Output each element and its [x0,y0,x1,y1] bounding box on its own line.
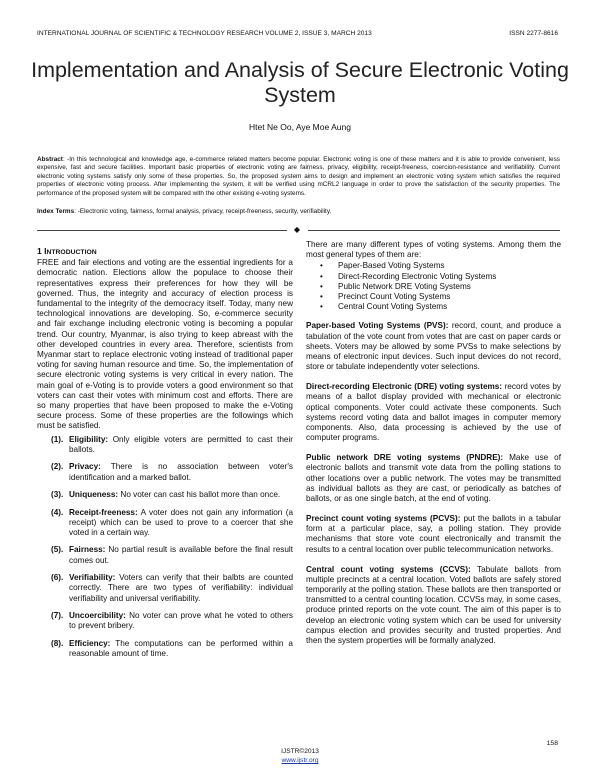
divider-diamond-icon: ◆ [293,225,301,234]
description-ccvs: Central count voting systems (CCVS): Tabulate ballots from multiple precincts at a central location. Voted ballots are safely stored temporarily at the polling station. These ballots are then transported or transmitted to a central counting location. CCVSs may, in some cases, produce printed reports on the vote count. The aim of this paper is to develop an electronic voting system which can be used for university campus election and provides security and trusted properties. And then the system properties will be formally analyzed. [306,564,562,646]
list-item: (3). Uniqueness: No voter can cast his ballot more than once. [51,490,281,500]
description-dre: Direct-recording Electronic (DRE) voting systems: record votes by means of a ballot display provided with mechanical or electronic optical components. Voter could activate these components. Such systems record voting data and ballot images in computer memory components. Also, data processing is achieved by the use of computer programs. [306,382,561,443]
introduction-paragraph: FREE and fair elections and voting are the essential ingredients for a democratic nation. Elections allow the populace to choose their representatives express their preferences for how they will be governed. Thus, the integrity and accuracy of election process is fundamental to the integrity of the democracy itself. Today, many new technological innovations are developing. So, e-commerce security and fair exchange including electronic voting is becoming a popular trend. Our country, Myanmar, is also trying to keep abreast with the other developed countries in every area. Therefore, scientists from Myanmar start to replace electronic voting instead of traditional paper voting for saving human resource and time. So, the implementation of secure electronic voting systems is very critical in every nation. The main goal of e-Voting is to provide voters a good environment so that voters can cast their votes with minimum cost and efforts. There are so many properties that have been proposed to make the e-Voting secure process. Some of these properties are the followings which must be satisfied. [37,258,293,431]
index-terms-label: Index Terms [37,208,75,215]
list-item: (6). Verifiability: Voters can verify that their balbts are counted correctly. There are two types of verifiability: individual verifiability and universal verifiability. [51,573,293,603]
voting-types-intro: There are many different types of voting systems. Among them the most general types of them are: [306,240,561,260]
footer-copyright: IJSTR©2013 [281,748,319,755]
issn-label: ISSN 2277-8616 [509,30,558,37]
section-heading-introduction: 1 INTRODUCTION [37,246,97,256]
list-item: (2). Privacy: There is no association between voter's identification and a marked ballot. [51,462,293,482]
page-number: 158 [546,740,558,747]
voting-types-list [306,261,561,312]
list-item: • Central Count Voting Systems [306,302,561,312]
list-item: (8). Efficiency: The computations can be performed within a reasonable amount of time. [51,638,293,658]
list-item: • Direct-Recording Electronic Voting Systems [306,272,561,282]
list-item: (5). Fairness: No partial result is available before the final result comes out. [51,545,293,565]
description-paper-based: Paper-based Voting Systems (PVS): record, count, and produce a tabulation of the vote count from votes that are cast on paper cards or sheets. Voters may be allowed by some PVSs to make selections by means of electronic input devices. Such input devices do not record, store or tabulate independently voter selections. [306,321,561,372]
index-terms-text: : -Electronic voting, fairness, formal analysis, privacy, receipt-freeness, security, verifiability. [74,208,332,215]
right-column [306,240,561,656]
divider-right [308,230,560,231]
authors: Htet Ne Oo, Aye Moe Aung [249,122,351,132]
abstract-text: : -In this technological and knowledge age, e-commerce related matters become popular. Electronic voting is one of these matters and it is able to provide convenient, less expensive, fast and secure facilities. Important basic properties of electronic voting are fairness, privacy, eligibility, receipt-freeness, coercion-resistance and verifiability. Current electronic voting systems satisfy only some of these properties. So, the proposed system aims to design and implement an electronic voting system which satisfies the required properties of electronic voting process. After implementing the system, it will be verified using mCRL2 language in order to prove the satisfaction of the security properties. The performance of the proposed system will be compared with the other existing e-voting systems. [37,156,560,197]
list-item: (4). Receipt-freeness: A voter does not gain any information (a receipt) which can be used to prove to a coercer that she voted in a certain way. [51,507,293,537]
list-item: • Precinct Count Voting Systems [306,292,561,302]
abstract [37,156,560,198]
index-terms [37,208,560,216]
divider-left [37,230,287,231]
left-column [37,246,293,666]
footer-website-link[interactable]: www.ijstr.org [281,757,319,764]
paper-title: Implementation and Analysis of Secure Electronic Voting System [31,58,569,107]
description-pndre: Public network DRE voting systems (PNDRE): Make use of electronic ballots and transmit vote data from the polling stations to other locations over a public network. The votes may be transmitted as individual ballots as they are cast, or periodically as batches of ballots, or as one single batch, at the end of voting. [306,453,561,504]
properties-list [37,435,293,660]
description-pcvs: Precinct count voting systems (PCVS): put the ballots in a tabular form at a particular place, say, a polling station. They provide mechanisms that store vote count electronically and transmit the results to a central location over public telecommunication networks. [306,514,561,554]
journal-header: INTERNATIONAL JOURNAL OF SCIENTIFIC & TECHNOLOGY RESEARCH VOLUME 2, ISSUE 3, MARCH 2013 [37,30,372,37]
list-item: (1). Eligibility: Only eligible voters are permitted to cast their ballots. [51,434,293,454]
list-item: (7). Uncoercibility: No voter can prove what he voted to others to prevent bribery. [51,611,293,631]
abstract-label: Abstract [37,156,63,163]
list-item: • Paper-Based Voting Systems [306,261,561,271]
list-item: • Public Network DRE Voting Systems [306,282,561,292]
